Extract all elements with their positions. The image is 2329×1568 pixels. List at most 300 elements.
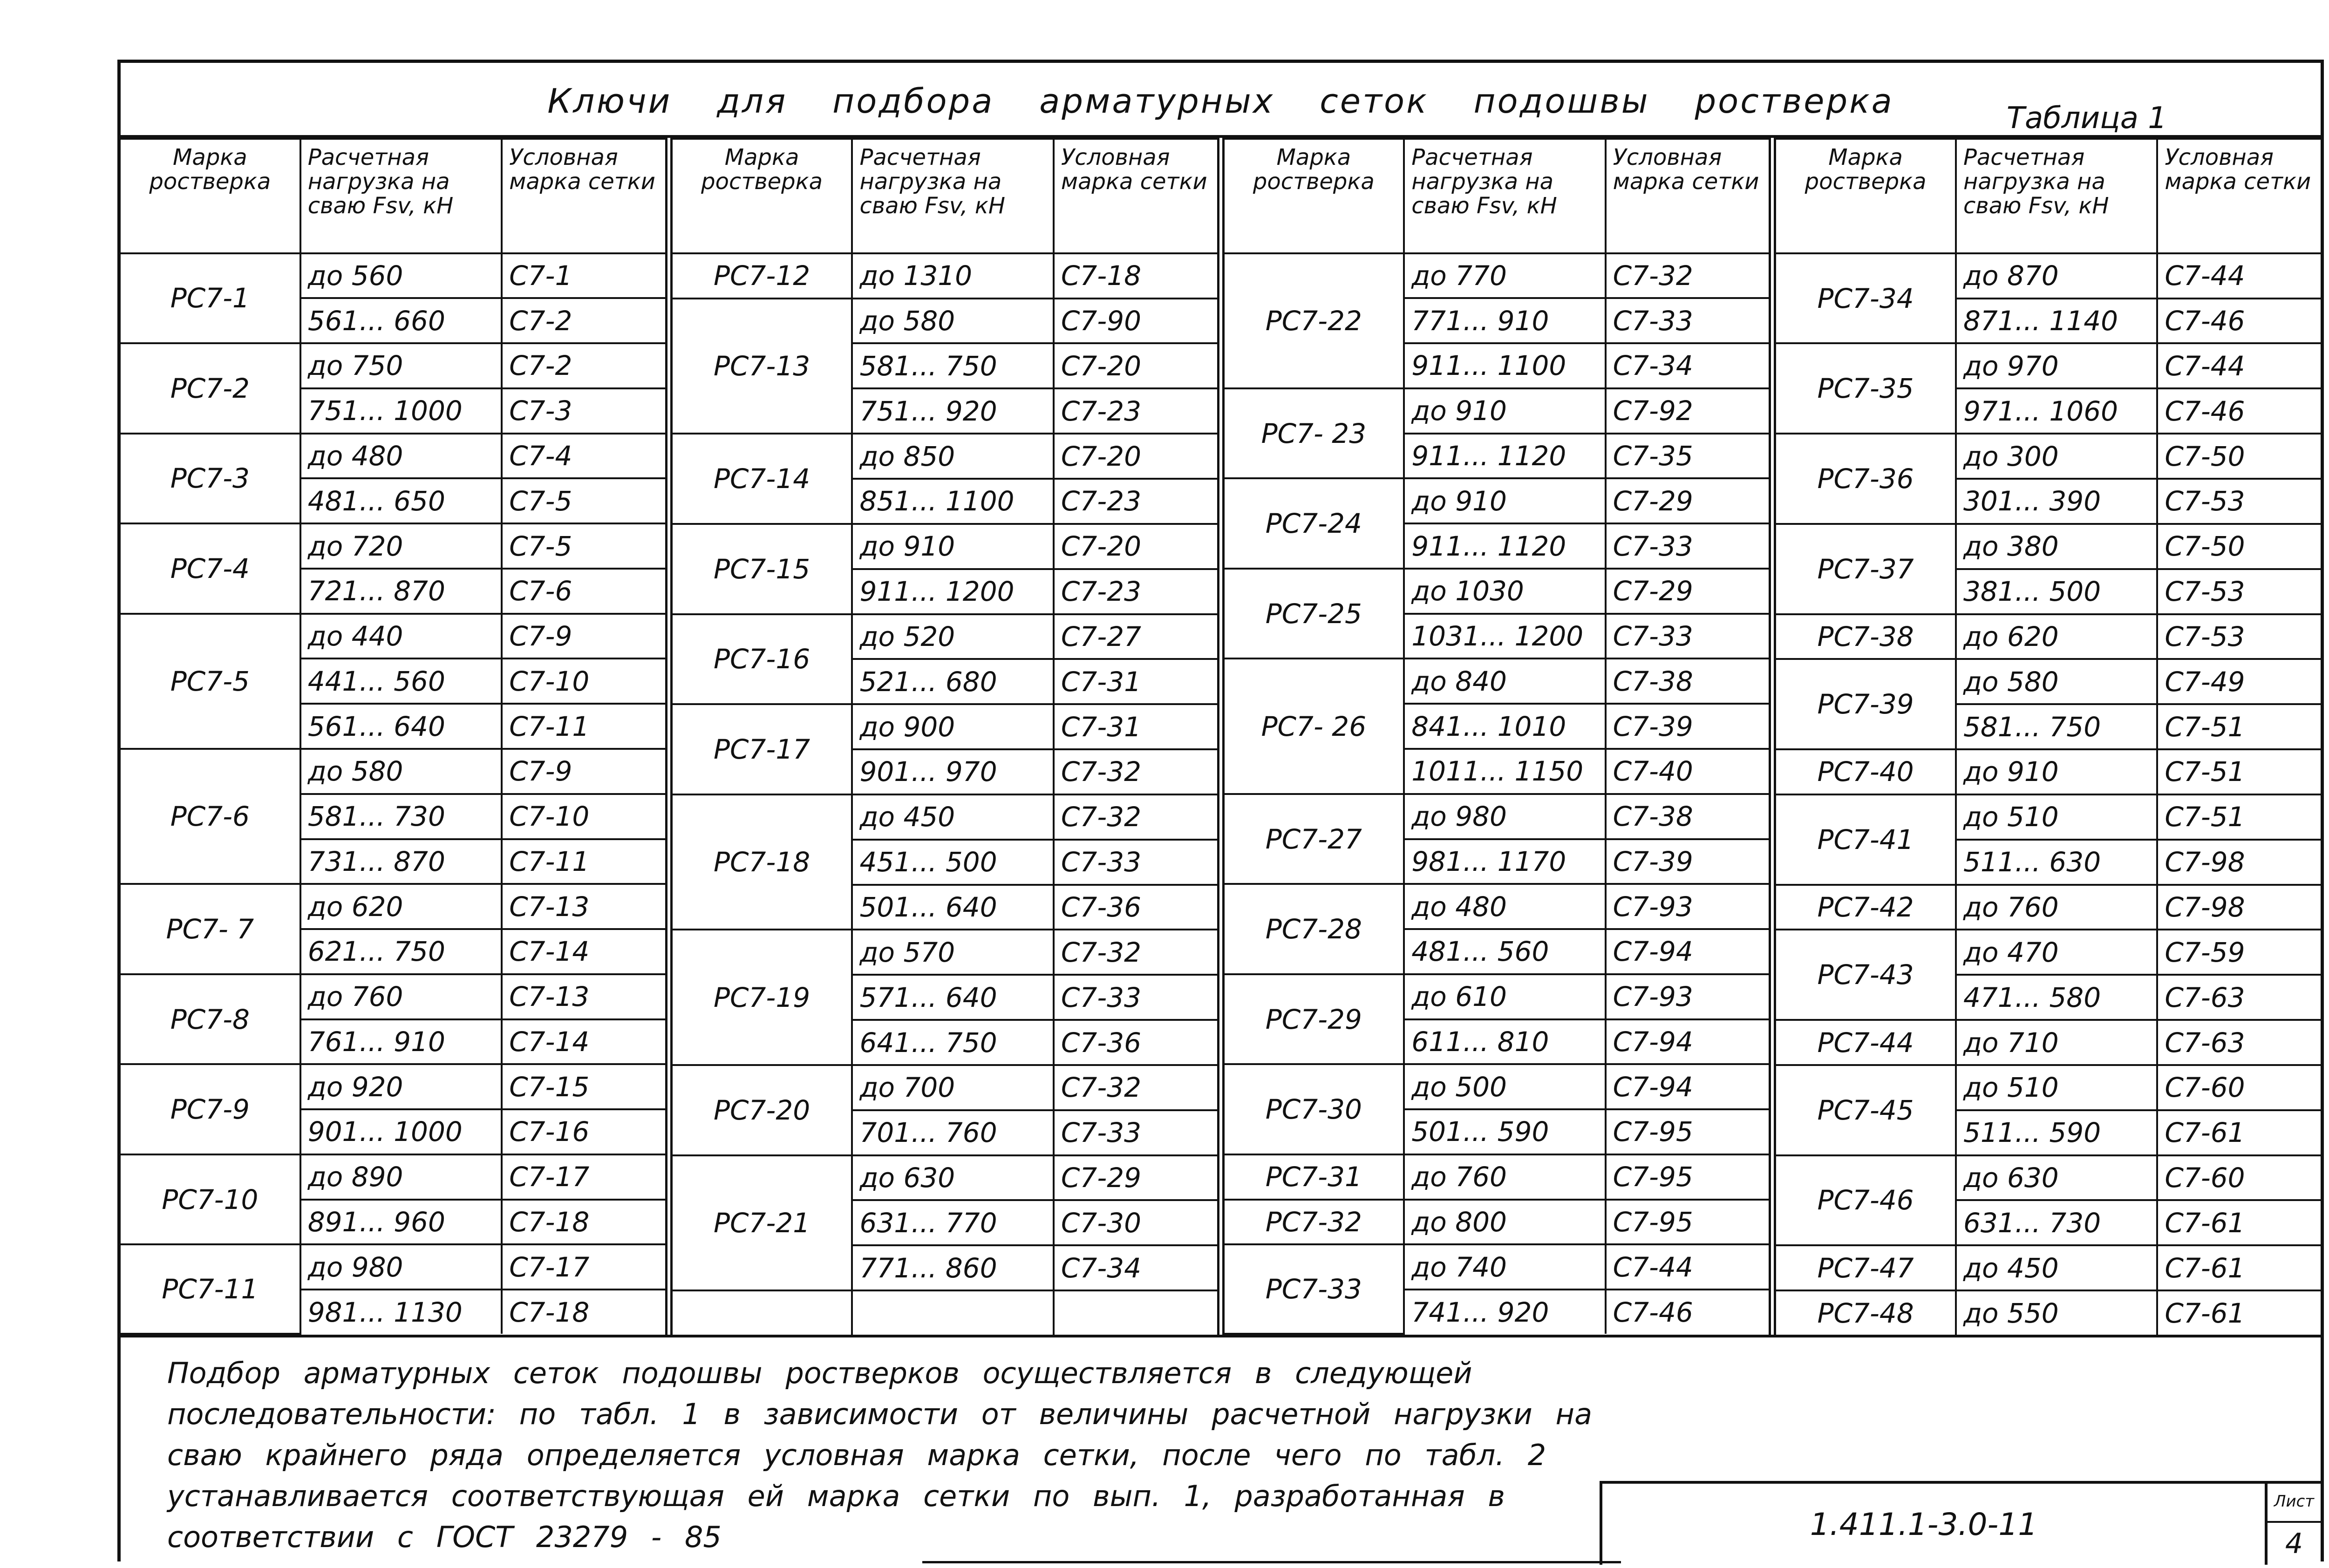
mesh-mark-cell: С7-9	[502, 614, 665, 659]
foundation-mark-cell: РС7-3	[121, 434, 300, 524]
table-row	[673, 794, 1217, 840]
load-cell: 1031... 1200	[1404, 614, 1605, 659]
header-mesh: Условная марка сетки	[2157, 139, 2321, 253]
load-cell: 911... 1200	[852, 569, 1053, 614]
foundation-mark-cell: РС7-37	[1776, 524, 1956, 614]
load-cell: до 910	[852, 524, 1053, 569]
mesh-mark-cell: С7-44	[2157, 343, 2321, 388]
table-row	[1776, 930, 2321, 975]
foundation-mark-cell: РС7-14	[673, 434, 852, 524]
table-row	[1225, 658, 1769, 704]
load-cell: до 560	[300, 253, 502, 299]
group-table	[1225, 138, 1769, 1335]
mesh-mark-cell: С7-33	[1054, 975, 1217, 1020]
title-block	[1600, 1481, 2321, 1565]
load-cell: 451... 500	[852, 840, 1053, 885]
mesh-mark-cell: С7-33	[1606, 614, 1769, 659]
foundation-mark-cell: РС7-29	[1225, 974, 1404, 1065]
load-cell: до 480	[1404, 884, 1605, 929]
load-cell: до 510	[1956, 1065, 2157, 1110]
mesh-mark-cell: С7-32	[1054, 1065, 1217, 1110]
mesh-mark-cell: С7-32	[1054, 930, 1217, 975]
mesh-mark-cell: С7-11	[502, 704, 665, 749]
load-cell: 441... 560	[300, 658, 502, 704]
header-mesh: Условная марка сетки	[502, 139, 665, 253]
group-table	[1776, 138, 2321, 1335]
foundation-mark-cell: РС7-36	[1776, 434, 1956, 524]
foundation-mark-cell: РС7-31	[1225, 1154, 1404, 1200]
mesh-mark-cell: С7-14	[502, 929, 665, 974]
load-cell: 911... 1100	[1404, 343, 1605, 388]
foundation-mark-cell: РС7-11	[121, 1244, 300, 1334]
load-cell: до 760	[1404, 1154, 1605, 1200]
load-cell: 561... 660	[300, 298, 502, 343]
mesh-mark-cell: С7-6	[502, 569, 665, 614]
foundation-mark-cell: РС7-46	[1776, 1155, 1956, 1246]
load-cell: 901... 1000	[300, 1109, 502, 1154]
load-cell: до 500	[1404, 1064, 1605, 1109]
load-cell: 981... 1170	[1404, 839, 1605, 884]
table-group-1	[121, 138, 665, 1335]
group-table	[121, 138, 665, 1335]
load-cell: до 840	[1404, 658, 1605, 704]
mesh-mark-cell: С7-92	[1606, 388, 1769, 434]
foundation-mark-cell: РС7-33	[1225, 1244, 1404, 1334]
table-row	[1776, 794, 2321, 840]
bottom-rule	[922, 1561, 1621, 1563]
mesh-mark-cell: С7-17	[502, 1154, 665, 1200]
load-cell: 771... 860	[852, 1245, 1053, 1290]
table-row	[1776, 659, 2321, 704]
mesh-mark-cell: С7-38	[1606, 658, 1769, 704]
foundation-mark-cell: РС7-30	[1225, 1064, 1404, 1154]
foundation-mark-cell: РС7-8	[121, 974, 300, 1065]
foundation-mark-cell: РС7-10	[121, 1154, 300, 1245]
mesh-mark-cell: С7-36	[1054, 1020, 1217, 1065]
load-cell: до 900	[852, 704, 1053, 749]
mesh-mark-cell: С7-35	[1606, 434, 1769, 479]
mesh-mark-cell: С7-10	[502, 794, 665, 839]
load-cell: 481... 560	[1404, 929, 1605, 974]
foundation-mark-cell: РС7-2	[121, 343, 300, 434]
load-cell: 521... 680	[852, 659, 1053, 704]
mesh-mark-cell: С7-61	[2157, 1245, 2321, 1290]
foundation-mark-cell: РС7-28	[1225, 884, 1404, 974]
foundation-mark-cell: РС7-13	[673, 299, 852, 434]
mesh-mark-cell: С7-53	[2157, 614, 2321, 659]
load-cell: до 870	[1956, 253, 2157, 299]
header-load: Расчетная нагрузка на сваю Fsv, кН	[852, 139, 1053, 253]
load-cell: 731... 870	[300, 839, 502, 884]
table-row	[1225, 884, 1769, 929]
load-cell: 511... 590	[1956, 1110, 2157, 1155]
mesh-mark-cell: С7-3	[502, 388, 665, 434]
sheet-label: Лист	[2268, 1484, 2321, 1523]
table-row	[1776, 614, 2321, 659]
load-cell: 771... 910	[1404, 298, 1605, 343]
foundation-mark-cell: РС7-24	[1225, 478, 1404, 569]
table-row	[1776, 524, 2321, 569]
mesh-mark-cell: С7-2	[502, 298, 665, 343]
mesh-mark-cell: С7-14	[502, 1019, 665, 1065]
mesh-mark-cell: С7-61	[2157, 1200, 2321, 1245]
table-group-4	[1769, 138, 2321, 1335]
header-mark: Марка ростверка	[1225, 139, 1404, 253]
header-load: Расчетная нагрузка на сваю Fsv, кН	[1404, 139, 1605, 253]
load-cell: до 750	[300, 343, 502, 388]
mesh-mark-cell: С7-18	[502, 1200, 665, 1245]
header-mesh: Условная марка сетки	[1054, 139, 1217, 253]
mesh-mark-cell: С7-31	[1054, 704, 1217, 749]
mesh-mark-cell: С7-98	[2157, 885, 2321, 930]
mesh-mark-cell: С7-33	[1054, 840, 1217, 885]
header-row	[1776, 139, 2321, 253]
load-cell: до 910	[1404, 388, 1605, 434]
load-cell: до 970	[1956, 343, 2157, 388]
load-cell: 301... 390	[1956, 479, 2157, 524]
mesh-mark-cell: С7-44	[1606, 1244, 1769, 1290]
mesh-mark-cell: С7-1	[502, 253, 665, 299]
header-load: Расчетная нагрузка на сваю Fsv, кН	[1956, 139, 2157, 253]
mesh-mark-cell: С7-31	[1054, 659, 1217, 704]
table-row	[121, 343, 665, 388]
document-code: 1.411.1-3.0-11	[1810, 1506, 2038, 1542]
table-row	[673, 299, 1217, 344]
mesh-mark-cell: С7-33	[1606, 298, 1769, 343]
load-cell	[852, 1290, 1053, 1335]
sheet-number: 4	[2285, 1527, 2303, 1560]
load-cell: до 620	[1956, 614, 2157, 659]
foundation-mark-cell: РС7-21	[673, 1155, 852, 1291]
load-cell: до 850	[852, 434, 1053, 479]
mesh-mark-cell: С7-94	[1606, 929, 1769, 974]
mesh-mark-cell: С7-34	[1606, 343, 1769, 388]
sheet-number-cell	[2265, 1484, 2321, 1565]
mesh-mark-cell: С7-95	[1606, 1154, 1769, 1200]
load-cell: 911... 1120	[1404, 523, 1605, 569]
mesh-mark-cell: С7-29	[1054, 1155, 1217, 1201]
mesh-mark-cell: С7-60	[2157, 1065, 2321, 1110]
mesh-mark-cell: С7-49	[2157, 659, 2321, 704]
load-cell: до 580	[852, 299, 1053, 344]
mesh-mark-cell: С7-33	[1606, 523, 1769, 569]
mesh-mark-cell: С7-59	[2157, 930, 2321, 975]
mesh-mark-cell: С7-39	[1606, 704, 1769, 749]
table-row	[1225, 569, 1769, 614]
mesh-mark-cell: С7-18	[1054, 253, 1217, 299]
foundation-mark-cell: РС7-42	[1776, 885, 1956, 930]
table-group-3	[1217, 138, 1769, 1335]
mesh-mark-cell: С7-33	[1054, 1110, 1217, 1155]
table-row	[1225, 794, 1769, 839]
load-cell: до 720	[300, 523, 502, 569]
table-title: Ключи для подбора арматурных сеток подошвы ростверка	[547, 81, 1894, 121]
load-cell: до 580	[1956, 659, 2157, 704]
mesh-mark-cell: С7-18	[502, 1290, 665, 1334]
group-table	[673, 138, 1217, 1335]
header-mark: Марка ростверка	[121, 139, 300, 253]
mesh-mark-cell: С7-61	[2157, 1110, 2321, 1155]
table-row	[673, 1155, 1217, 1201]
load-cell: до 980	[1404, 794, 1605, 839]
header-load: Расчетная нагрузка на сваю Fsv, кН	[300, 139, 502, 253]
mesh-mark-cell: С7-34	[1054, 1245, 1217, 1290]
mesh-mark-cell: С7-32	[1606, 253, 1769, 299]
mesh-mark-cell: С7-90	[1054, 299, 1217, 344]
table-row	[673, 704, 1217, 749]
table-row	[1225, 253, 1769, 299]
load-cell: 501... 590	[1404, 1109, 1605, 1154]
load-cell: до 440	[300, 614, 502, 659]
table-row	[1776, 885, 2321, 930]
load-cell: 501... 640	[852, 885, 1053, 930]
mesh-mark-cell: С7-39	[1606, 839, 1769, 884]
load-cell: 631... 730	[1956, 1200, 2157, 1245]
load-cell: до 910	[1956, 749, 2157, 794]
header-mark: Марка ростверка	[673, 139, 852, 253]
mesh-mark-cell: С7-44	[2157, 253, 2321, 299]
load-cell: до 760	[1956, 885, 2157, 930]
load-cell: до 740	[1404, 1244, 1605, 1290]
mesh-mark-cell	[1054, 1290, 1217, 1335]
load-cell: 561... 640	[300, 704, 502, 749]
header-mesh: Условная марка сетки	[1606, 139, 1769, 253]
load-cell: 851... 1100	[852, 479, 1053, 524]
table-row	[121, 884, 665, 929]
load-cell: 581... 730	[300, 794, 502, 839]
load-cell: до 510	[1956, 794, 2157, 840]
table-row	[121, 253, 665, 299]
load-cell: 741... 920	[1404, 1290, 1605, 1334]
mesh-mark-cell: С7-9	[502, 749, 665, 794]
table-row	[673, 253, 1217, 299]
mesh-mark-cell: С7-46	[2157, 388, 2321, 434]
mesh-mark-cell: С7-29	[1606, 478, 1769, 523]
mesh-mark-cell: С7-46	[1606, 1290, 1769, 1334]
foundation-mark-cell: РС7-18	[673, 794, 852, 930]
load-cell: до 300	[1956, 434, 2157, 479]
load-cell: до 450	[1956, 1245, 2157, 1290]
load-cell: до 380	[1956, 524, 2157, 569]
load-cell: 721... 870	[300, 569, 502, 614]
load-cell: до 770	[1404, 253, 1605, 299]
foundation-mark-cell: РС7-39	[1776, 659, 1956, 749]
table-row	[1225, 974, 1769, 1019]
mesh-mark-cell: С7-53	[2157, 479, 2321, 524]
load-cell: до 470	[1956, 930, 2157, 975]
foundation-mark-cell: РС7-47	[1776, 1245, 1956, 1290]
mesh-mark-cell: С7-5	[502, 478, 665, 523]
mesh-mark-cell: С7-11	[502, 839, 665, 884]
mesh-mark-cell: С7-4	[502, 434, 665, 479]
load-cell: до 1310	[852, 253, 1053, 299]
load-cell: до 480	[300, 434, 502, 479]
load-cell: 871... 1140	[1956, 299, 2157, 344]
load-cell: 751... 920	[852, 388, 1053, 434]
mesh-mark-cell: С7-16	[502, 1109, 665, 1154]
mesh-mark-cell: С7-5	[502, 523, 665, 569]
foundation-mark-cell: РС7-16	[673, 614, 852, 705]
load-cell: до 520	[852, 614, 1053, 659]
mesh-mark-cell: С7-30	[1054, 1200, 1217, 1245]
foundation-mark-cell: РС7- 26	[1225, 658, 1404, 794]
table-row	[1776, 1155, 2321, 1201]
table-row	[1776, 343, 2321, 388]
table-row	[121, 749, 665, 794]
header-row	[121, 139, 665, 253]
table-row	[1225, 1154, 1769, 1200]
mesh-mark-cell: С7-36	[1054, 885, 1217, 930]
table-row	[1225, 1200, 1769, 1245]
foundation-mark-cell	[673, 1290, 852, 1335]
mesh-mark-cell: С7-95	[1606, 1109, 1769, 1154]
foundation-mark-cell: РС7-5	[121, 614, 300, 749]
foundation-mark-cell: РС7-6	[121, 749, 300, 884]
load-cell: 761... 910	[300, 1019, 502, 1065]
mesh-mark-cell: С7-23	[1054, 569, 1217, 614]
mesh-mark-cell: С7-60	[2157, 1155, 2321, 1201]
load-cell: 581... 750	[1956, 704, 2157, 749]
load-cell: до 630	[1956, 1155, 2157, 1201]
table-row	[1776, 1020, 2321, 1065]
foundation-mark-cell: РС7-43	[1776, 930, 1956, 1020]
load-cell: до 610	[1404, 974, 1605, 1019]
table-row	[673, 1290, 1217, 1335]
table-row	[1776, 1245, 2321, 1290]
load-cell: 571... 640	[852, 975, 1053, 1020]
mesh-mark-cell: С7-27	[1054, 614, 1217, 659]
foundation-mark-cell: РС7-32	[1225, 1200, 1404, 1245]
mesh-mark-cell: С7-15	[502, 1064, 665, 1109]
foundation-mark-cell: РС7-35	[1776, 343, 1956, 434]
foundation-mark-cell: РС7-19	[673, 930, 852, 1065]
table-row	[1776, 253, 2321, 299]
load-cell: 701... 760	[852, 1110, 1053, 1155]
table-row	[121, 523, 665, 569]
mesh-mark-cell: С7-32	[1054, 749, 1217, 794]
load-cell: 751... 1000	[300, 388, 502, 434]
load-cell: 581... 750	[852, 343, 1053, 388]
load-cell: 981... 1130	[300, 1290, 502, 1334]
foundation-mark-cell: РС7-41	[1776, 794, 1956, 885]
load-cell: 901... 970	[852, 749, 1053, 794]
mesh-mark-cell: С7-50	[2157, 434, 2321, 479]
header-row	[673, 139, 1217, 253]
foundation-mark-cell: РС7-12	[673, 253, 852, 299]
foundation-mark-cell: РС7-1	[121, 253, 300, 344]
key-table	[121, 135, 2321, 1337]
table-row	[121, 1064, 665, 1109]
load-cell: 621... 750	[300, 929, 502, 974]
mesh-mark-cell: С7-51	[2157, 794, 2321, 840]
mesh-mark-cell: С7-46	[2157, 299, 2321, 344]
mesh-mark-cell: С7-2	[502, 343, 665, 388]
table-row	[121, 434, 665, 479]
mesh-mark-cell: С7-94	[1606, 1019, 1769, 1065]
mesh-mark-cell: С7-20	[1054, 434, 1217, 479]
load-cell: 841... 1010	[1404, 704, 1605, 749]
foundation-mark-cell: РС7-17	[673, 704, 852, 794]
table-row	[121, 614, 665, 659]
load-cell: 891... 960	[300, 1200, 502, 1245]
table-row	[673, 1065, 1217, 1110]
mesh-mark-cell: С7-51	[2157, 704, 2321, 749]
mesh-mark-cell: С7-40	[1606, 749, 1769, 794]
load-cell: 1011... 1150	[1404, 749, 1605, 794]
load-cell: до 890	[300, 1154, 502, 1200]
foundation-mark-cell: РС7-48	[1776, 1290, 1956, 1335]
mesh-mark-cell: С7-10	[502, 658, 665, 704]
table-number: Таблица 1	[2006, 101, 2167, 136]
load-cell: 641... 750	[852, 1020, 1053, 1065]
mesh-mark-cell: С7-17	[502, 1244, 665, 1290]
load-cell: до 700	[852, 1065, 1053, 1110]
mesh-mark-cell: С7-95	[1606, 1200, 1769, 1245]
load-cell: до 550	[1956, 1290, 2157, 1335]
load-cell: до 620	[300, 884, 502, 929]
table-row	[1225, 388, 1769, 434]
mesh-mark-cell: С7-13	[502, 974, 665, 1019]
header-mark: Марка ростверка	[1776, 139, 1956, 253]
mesh-mark-cell: С7-98	[2157, 840, 2321, 885]
load-cell: 481... 650	[300, 478, 502, 523]
mesh-mark-cell: С7-38	[1606, 794, 1769, 839]
load-cell: до 980	[300, 1244, 502, 1290]
foundation-mark-cell: РС7-40	[1776, 749, 1956, 794]
load-cell: до 800	[1404, 1200, 1605, 1245]
load-cell: до 760	[300, 974, 502, 1019]
table-row	[1776, 749, 2321, 794]
foundation-mark-cell: РС7-45	[1776, 1065, 1956, 1155]
foundation-mark-cell: РС7-20	[673, 1065, 852, 1155]
header-row	[1225, 139, 1769, 253]
load-cell: 631... 770	[852, 1200, 1053, 1245]
foundation-mark-cell: РС7-38	[1776, 614, 1956, 659]
foundation-mark-cell: РС7-34	[1776, 253, 1956, 344]
mesh-mark-cell: С7-63	[2157, 1020, 2321, 1065]
load-cell: до 630	[852, 1155, 1053, 1201]
table-row	[121, 974, 665, 1019]
mesh-mark-cell: С7-61	[2157, 1290, 2321, 1335]
table-group-2	[665, 138, 1217, 1335]
foundation-mark-cell: РС7- 23	[1225, 388, 1404, 479]
table-row	[1225, 478, 1769, 523]
load-cell: до 710	[1956, 1020, 2157, 1065]
table-row	[1776, 1290, 2321, 1335]
note-text: Подбор арматурных сеток подошвы ростверков осуществляется в следующей последовательности: по табл. 1 в зависимости от величины расчетной нагрузки на сваю крайнего ряда определяется условная марка сетки, после чего по табл. 2 устанавливается соответствующая ей марка сетки по вып. 1, разработанная в соответствии с ГОСТ 23279 - 85	[167, 1356, 1593, 1554]
load-cell: 911... 1120	[1404, 434, 1605, 479]
table-row	[1225, 1064, 1769, 1109]
load-cell: 971... 1060	[1956, 388, 2157, 434]
table-row	[673, 930, 1217, 975]
mesh-mark-cell: С7-13	[502, 884, 665, 929]
load-cell: до 910	[1404, 478, 1605, 523]
mesh-mark-cell: С7-32	[1054, 794, 1217, 840]
table-row	[1776, 1065, 2321, 1110]
mesh-mark-cell: С7-20	[1054, 343, 1217, 388]
table-row	[121, 1154, 665, 1200]
mesh-mark-cell: С7-51	[2157, 749, 2321, 794]
mesh-mark-cell: С7-23	[1054, 388, 1217, 434]
load-cell: 511... 630	[1956, 840, 2157, 885]
table-row	[673, 614, 1217, 659]
drawing-sheet	[117, 60, 2324, 1561]
mesh-mark-cell: С7-50	[2157, 524, 2321, 569]
foundation-mark-cell: РС7-27	[1225, 794, 1404, 884]
load-cell: до 570	[852, 930, 1053, 975]
load-cell: 611... 810	[1404, 1019, 1605, 1065]
table-row	[121, 1244, 665, 1290]
